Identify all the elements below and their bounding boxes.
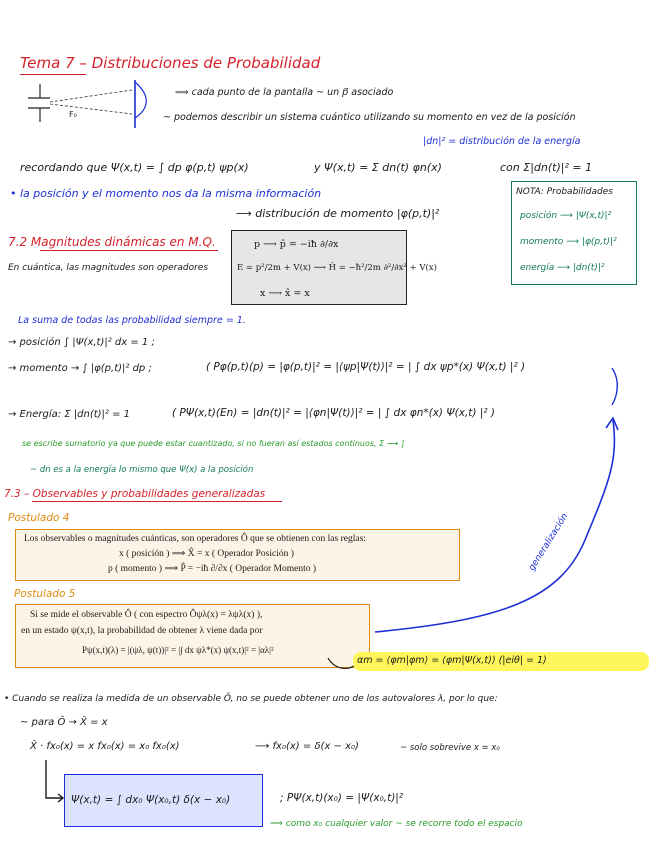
nota-row: posición ⟶ |Ψ(x,t)|² [520, 211, 612, 221]
postulado-5-title: Postulado 5 [14, 588, 76, 600]
text-line: ; PΨ(x,t)(x₀) = |Ψ(x₀,t)|² [280, 792, 404, 804]
text-line: En cuántica, las magnitudes son operadores [8, 263, 209, 273]
postulado-4-line: x ( posición ) ⟹ X̂ = x ( Operador Posición ) [119, 549, 294, 559]
psi-formula: Ψ(x,t) = ∫ dx₀ Ψ(x₀,t) δ(x − x₀) [71, 794, 231, 806]
nota-row: energía ⟶ |dn(t)|² [520, 263, 605, 273]
text-line: La suma de todas las probabilidad siempre = 1. [18, 315, 246, 326]
text-line: ~ podemos describir un sistema cuántico utilizando su momento en vez de la posición [163, 112, 576, 123]
text-line: → posición ∫ |Ψ(x,t)|² dx = 1 ; [8, 337, 155, 348]
operator-p: p ⟶ p̂ = −iħ ∂/∂x [254, 239, 339, 250]
alpha-line: αm = ⟨φm|φm⟩ = ⟨φm|Ψ(x,t)⟩ (|eiθ| = 1) [357, 655, 547, 666]
text-line: → momento → ∫ |φ(p,t)|² dp ; [8, 363, 152, 374]
psi-box [64, 774, 263, 827]
postulado-4-title: Postulado 4 [8, 512, 70, 524]
text-line: ⟹ como x₀ cualquier valor ~ se recorre todo el espacio [270, 819, 523, 829]
section-heading: 7.2 Magnitudes dinámicas en M.Q. [8, 235, 216, 249]
page-title: Tema 7 – Distribuciones de Probabilidad [20, 54, 321, 72]
text-line: • Cuando se realiza la medida de un observable Ô, no se puede obtener uno de los autovalores λ, por lo que: [4, 694, 498, 704]
text-line: → Energía: Σ |dn(t)|² = 1 [8, 409, 131, 420]
postulado-4-line: p ( momento ) ⟹ P̂ = −iħ ∂/∂x ( Operador Momento ) [108, 564, 317, 574]
text-line: ⟶ distribución de momento |φ(p,t)|² [236, 207, 440, 220]
postulado-5-line: Pψ(x,t)(λ) = |(ψλ, ψ(t))|² = |∫ dx ψλ*(x) ψ(x,t)|² = |αλ|² [82, 645, 274, 655]
text-line: ( PΨ(x,t)(En) = |dn(t)|² = |⟨φn|Ψ(t)⟩|² = | ∫ dx φn*(x) Ψ(x,t) |² ) [172, 407, 495, 419]
text-line: con Σ|dn(t)|² = 1 [500, 161, 593, 174]
postulado-5-line: en un estado ψ(x,t), la probabilidad de obtener λ viene dada por [21, 626, 263, 636]
postulado-4-line: Los observables o magnitudes cuánticas, son operadores Ô que se obtienen con las reglas: [24, 534, 366, 544]
operator-e: E = p²/2m + V(x) ⟶ Ĥ = −ħ²/2m ∂²/∂x² + V(x) [237, 263, 437, 273]
text-line: recordando que Ψ(x,t) = ∫ dp φ(p,t) ψp(x) [20, 161, 249, 174]
text-line: y Ψ(x,t) = Σ dn(t) φn(x) [314, 161, 442, 174]
nota-title: NOTA: Probabilidades [516, 187, 613, 197]
generalization-label: generalización [527, 511, 571, 573]
section-heading: 7.3 – Observables y probabilidades generalizadas [4, 488, 266, 500]
energy-note: |dn|² = distribución de la energía [423, 136, 581, 147]
text-line: se escribe sumatorio ya que puede estar cuantizado, si no fueran así estados continuos, Σ ⟶ ∫ [22, 439, 405, 448]
text-line: ~ dn es a la energía lo mismo que Ψ(x) a la posición [30, 465, 254, 475]
text-line: ( Pφ(p,t)(p) = |φ(p,t)|² = |⟨ψp|Ψ(t)⟩|² = | ∫ dx ψp*(x) Ψ(x,t) |² ) [206, 361, 526, 373]
operator-x: x ⟶ x̂ = x [260, 288, 310, 299]
text-line: • la posición y el momento nos da la misma información [10, 187, 322, 200]
svg-text:F₀: F₀ [69, 110, 77, 119]
text-line: ~ solo sobrevive x = x₀ [400, 743, 500, 753]
text-line: ~ para Ô → X̂ = x [20, 717, 108, 728]
text-line: ⟶ fx₀(x) = δ(x − x₀) [255, 741, 359, 752]
nota-row: momento ⟶ |φ(p,t)|² [520, 237, 617, 247]
postulado-5-line: Si se mide el observable Ô ( con espectro Ôψλ(x) = λψλ(x) ), [30, 610, 263, 620]
text-line: X̂ · fx₀(x) = x fx₀(x) = x₀ fx₀(x) [30, 741, 180, 752]
text-line: ⟹ cada punto de la pantalla ~ un p⃗ asociado [175, 87, 394, 98]
